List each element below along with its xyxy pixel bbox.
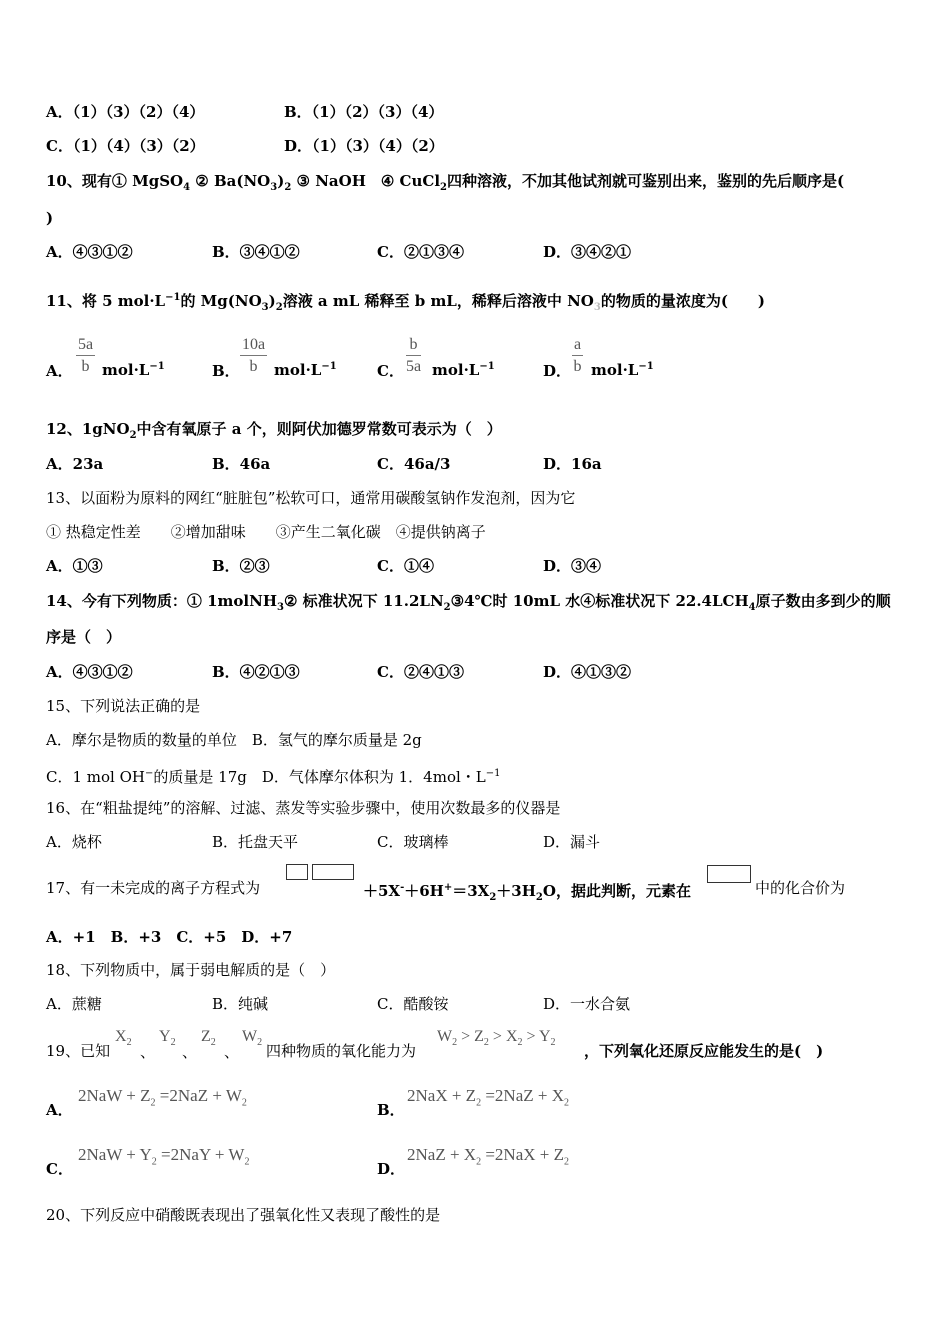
q13-option-b: B．②③ [212, 557, 270, 575]
eq-text: 2NaX + Z [407, 1086, 477, 1105]
q10-option-b: B．③④①② [212, 243, 300, 261]
q15-line1: A．摩尔是物质的数量的单位 B．氢气的摩尔质量是 2g [46, 731, 422, 749]
q17-options: A．+1 B．+3 C．+5 D．+7 [46, 928, 293, 946]
q19-sep: 、 [182, 1043, 198, 1061]
q19-sub: 2 [126, 1037, 132, 1049]
q16-option-b: B．托盘天平 [212, 833, 299, 851]
q17-text: ＋3H [496, 882, 536, 900]
q14-stem [46, 591, 891, 618]
q19-gt: > [461, 1028, 471, 1045]
q17-sub: 2 [489, 892, 497, 903]
q14-option-a: A．④③①② [46, 663, 133, 681]
q19-equation-c [78, 1145, 249, 1167]
q12-text: 中含有氧原子 a 个，则阿伏加德罗常数可表示为（ ） [136, 420, 502, 438]
q11-unit-b [274, 361, 337, 379]
q10-sub: 3 [270, 182, 278, 193]
q19-sub: 2 [210, 1037, 216, 1049]
eq-sub: 2 [241, 1097, 247, 1109]
q19-equation-d [407, 1145, 569, 1167]
q10-sub: 2 [284, 182, 292, 193]
q17-text: ＋6H [404, 882, 444, 900]
blank-box [707, 865, 751, 883]
eq-sub: 2 [476, 1097, 482, 1109]
q14-text: ② 标准状况下 11.2LN [283, 592, 444, 610]
q19-sep: 、 [140, 1043, 156, 1061]
q19-species [159, 1028, 176, 1048]
q9-option-d: D．（1）（3）（4）（2） [284, 137, 444, 155]
q16-option-a: A．烧杯 [46, 833, 102, 851]
q11-fraction-a [76, 335, 95, 378]
q11-text: 的 Mg(NO [180, 292, 262, 310]
q18-option-a: A．蔗糖 [46, 995, 102, 1013]
q11-fraction-b [240, 335, 267, 378]
q19-x: X [505, 1028, 518, 1045]
q10-option-a: A．④③①② [46, 243, 133, 261]
q11-unit-c [432, 361, 495, 379]
q11-frac-den: 5a [406, 358, 422, 375]
blank-box [312, 864, 354, 880]
q9-option-c: C．（1）（4）（3）（2） [46, 137, 205, 155]
q17-sup: + [443, 882, 453, 893]
q15-sup: − [145, 768, 154, 779]
q9-option-a: A．（1）（3）（2）（4） [46, 103, 205, 121]
unit-sup: −1 [149, 361, 165, 372]
unit-sup: −1 [479, 361, 495, 372]
q11-fraction-c [406, 335, 421, 378]
q15-text: 的质量是 17g D．气体摩尔体积为 1．4mol・L [153, 768, 486, 786]
q19-sep: 、 [224, 1043, 240, 1061]
q17-equation [363, 878, 691, 908]
q13-option-d: D．③④ [543, 557, 602, 575]
q11-unit-a [102, 361, 165, 379]
q19-w: W [242, 1028, 258, 1045]
unit-text: mol·L [591, 361, 639, 379]
q19-species [115, 1028, 132, 1048]
eq-text: =2NaY + W [161, 1145, 245, 1164]
q14-option-d: D．④①③② [543, 663, 632, 681]
q11-frac-den: b [81, 358, 90, 375]
q19-label-a: A． [46, 1101, 73, 1119]
q10-text: 四种溶液，不加其他试剂就可鉴别出来，鉴别的先后顺序是( [447, 172, 845, 190]
q17-stem-a: 17、有一未完成的离子方程式为 [46, 879, 261, 897]
eq-text: =2NaZ + W [159, 1086, 242, 1105]
q11-frac-num: a [572, 335, 583, 356]
q14-option-c: C．②④①③ [377, 663, 464, 681]
q10-text: ② Ba(NO [195, 172, 271, 190]
q11-frac-den: b [249, 358, 258, 375]
q11-label-b: B． [212, 362, 240, 380]
q14-sub: 2 [443, 602, 451, 613]
q14-text: 14、今有下列物质：① 1molNH [46, 592, 277, 610]
q19-stem-b: 四种物质的氧化能力为 [266, 1042, 417, 1060]
q14-text: ③4℃时 10mL 水④标准状况下 22.4LCH [450, 592, 749, 610]
eq-text: 2NaW + Z [78, 1086, 151, 1105]
unit-text: mol·L [432, 361, 480, 379]
q10-stem-cont: ) [46, 209, 54, 227]
q15-line2 [46, 764, 501, 787]
q19-w: W [437, 1028, 453, 1045]
q14-option-b: B．④②①③ [212, 663, 300, 681]
q12-stem [46, 419, 502, 446]
eq-sub: 2 [244, 1156, 250, 1168]
eq-sub: 2 [564, 1156, 569, 1168]
q10-text: ) [277, 172, 285, 190]
q17-text: ＝3X [452, 882, 490, 900]
q19-y: Y [159, 1028, 171, 1045]
q11-frac-num: b [406, 335, 421, 356]
unit-text: mol·L [274, 361, 322, 379]
q19-label-c: C． [46, 1160, 73, 1178]
eq-text: 2NaW + Y [78, 1145, 152, 1164]
q11-label-c: C． [377, 362, 404, 380]
q12-text: 12、1gNO [46, 420, 130, 438]
blank-box [286, 864, 308, 880]
q12-option-d: D．16a [543, 455, 602, 473]
eq-text: =2NaZ + X [485, 1086, 564, 1105]
q17-sup: - [400, 882, 405, 893]
q11-frac-num: 10a [240, 335, 267, 356]
q11-text: ) [268, 292, 276, 310]
eq-sub: 2 [150, 1097, 156, 1109]
q18-option-c: C．酷酸铵 [377, 995, 449, 1013]
eq-sub: 2 [564, 1097, 569, 1109]
q10-text: 10、现有① MgSO [46, 172, 184, 190]
q18-option-d: D．一水合氨 [543, 995, 631, 1013]
q19-gt: > [492, 1028, 502, 1045]
q19-stem-a: 19、已知 [46, 1042, 111, 1060]
q14-stem-cont: 序是（ ） [46, 628, 122, 646]
q14-text: 原子数由多到少的顺 [755, 592, 891, 610]
unit-sup: −1 [321, 361, 337, 372]
unit-sup: −1 [638, 361, 654, 372]
q10-option-c: C．②①③④ [377, 243, 464, 261]
q11-sub: 2 [275, 302, 283, 313]
q11-sup: −1 [165, 292, 181, 303]
q19-gt: > [526, 1028, 536, 1045]
q18-option-b: B．纯碱 [212, 995, 269, 1013]
q12-option-b: B．46a [212, 455, 271, 473]
q14-sub: 3 [277, 602, 284, 613]
q10-stem [46, 171, 844, 198]
q10-sub: 2 [440, 182, 447, 193]
q19-x: X [115, 1028, 127, 1045]
q12-option-a: A．23a [46, 455, 104, 473]
q11-text: 11、将 5 mol·L [46, 292, 166, 310]
q19-sub: 2 [517, 1037, 523, 1049]
q11-frac-num: 5a [76, 335, 95, 356]
q9-option-b: B．（1）（2）（3）（4） [284, 103, 444, 121]
q11-label-d: D． [543, 362, 572, 380]
q17-sub: 2 [535, 892, 543, 903]
eq-sub: 2 [151, 1156, 157, 1168]
q11-unit-d [591, 361, 654, 379]
q19-order [437, 1028, 556, 1048]
eq-text: =2NaX + Z [485, 1145, 564, 1164]
q19-stem-c: ，下列氧化还原反应能发生的是( ) [584, 1042, 824, 1060]
q19-sub: 2 [170, 1037, 176, 1049]
q19-sub: 2 [257, 1037, 263, 1049]
q19-equation-a [78, 1086, 247, 1108]
q19-sub: 2 [550, 1037, 556, 1049]
q11-text: 溶液 a mL 稀释至 b mL，稀释后溶液中 NO [282, 292, 594, 310]
q10-sub: 4 [183, 182, 191, 193]
q19-equation-b [407, 1086, 569, 1108]
eq-text: 2NaZ + X [407, 1145, 477, 1164]
q19-species [201, 1028, 216, 1048]
q12-option-c: C．46a/3 [377, 455, 451, 473]
unit-text: mol·L [102, 361, 150, 379]
q10-option-d: D．③④②① [543, 243, 632, 261]
q19-label-b: B． [377, 1101, 405, 1119]
q13-stem: 13、以面粉为原料的网红“脏脏包”松软可口，通常用碳酸氢钠作发泡剂，因为它 [46, 489, 576, 507]
q13-option-c: C．①④ [377, 557, 434, 575]
q16-option-c: C．玻璃棒 [377, 833, 449, 851]
q11-sub: 3 [593, 302, 601, 313]
q13-option-a: A．①③ [46, 557, 103, 575]
q17-text: O，据此判断，元素在 [542, 882, 691, 900]
q19-sub: 2 [483, 1037, 489, 1049]
q15-sup: −1 [485, 768, 501, 779]
q19-label-d: D． [377, 1160, 406, 1178]
q13-items: ① 热稳定性差 ②增加甜味 ③产生二氧化碳 ④提供钠离子 [46, 523, 486, 541]
q11-label-a: A． [46, 362, 73, 380]
q16-stem: 16、在“粗盐提纯”的溶解、过滤、蒸发等实验步骤中，使用次数最多的仪器是 [46, 799, 561, 817]
q12-sub: 2 [129, 430, 137, 441]
q17-text: ＋5X [363, 882, 401, 900]
q11-text: 的物质的量浓度为( ) [600, 292, 766, 310]
q14-sub: 4 [748, 602, 756, 613]
q20-stem: 20、下列反应中硝酸既表现出了强氧化性又表现了酸性的是 [46, 1206, 441, 1224]
q19-species [242, 1028, 262, 1048]
q10-text: ③ NaOH ④ CuCl [296, 172, 441, 190]
q19-y: Y [538, 1028, 551, 1045]
q17-stem-g: 中的化合价为 [755, 879, 846, 897]
q15-stem: 15、下列说法正确的是 [46, 697, 201, 715]
q19-z: Z [201, 1028, 211, 1045]
q11-fraction-d [572, 335, 583, 378]
q15-text: C．1 mol OH [46, 768, 145, 786]
eq-sub: 2 [476, 1156, 482, 1168]
q16-option-d: D．漏斗 [543, 833, 601, 851]
q11-frac-den: b [573, 358, 582, 375]
q19-z: Z [474, 1028, 484, 1045]
q11-stem [46, 288, 765, 318]
q11-sub: 3 [261, 302, 269, 313]
q19-sub: 2 [452, 1037, 458, 1049]
q18-stem: 18、下列物质中，属于弱电解质的是（ ） [46, 961, 336, 979]
